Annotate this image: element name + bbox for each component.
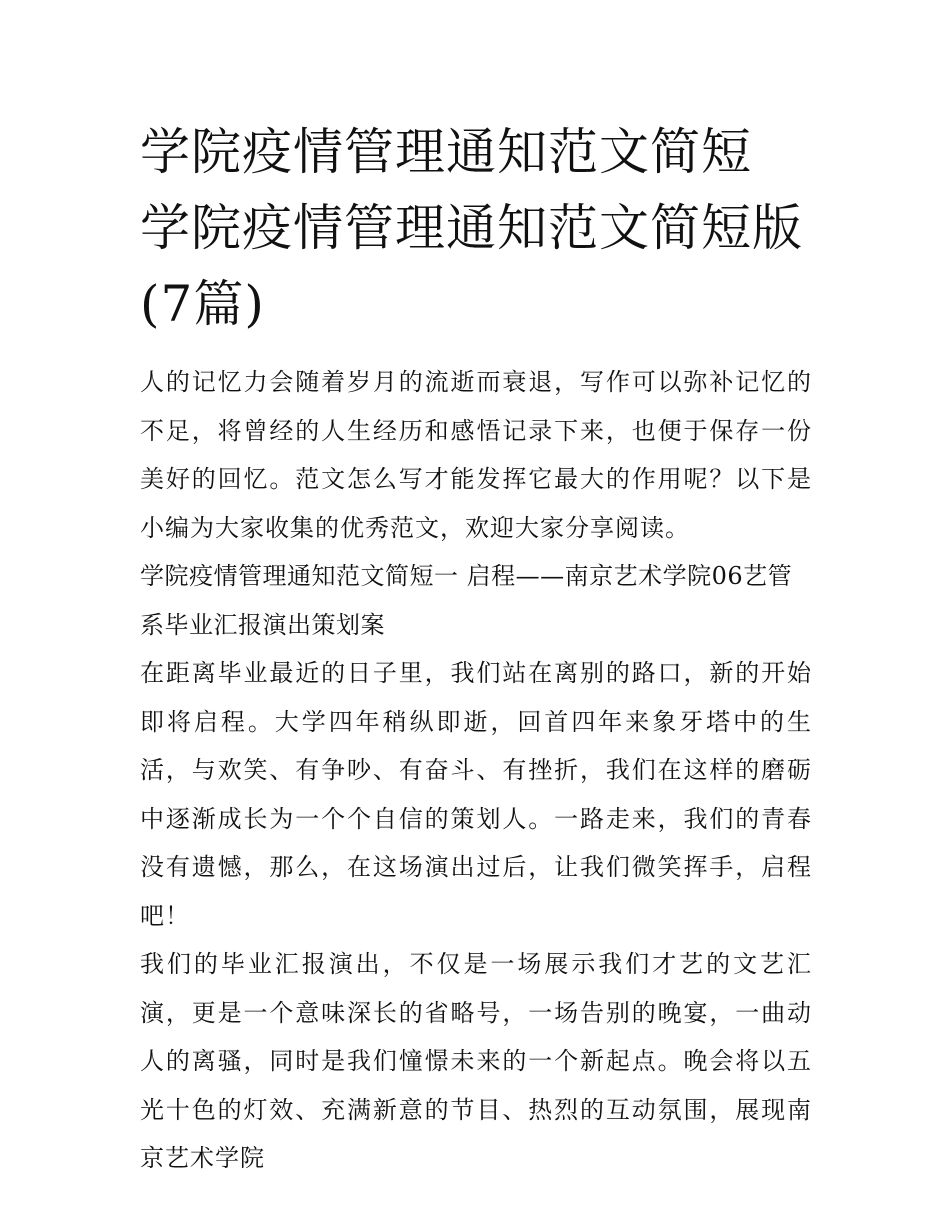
document-page [140,114,812,1183]
body-paragraph-2: 我们的毕业汇报演出，不仅是一场展示我们才艺的文艺汇演，更是一个意味深长的省略号，一场告别的晚宴，一曲动人的离骚，同时是我们憧憬未来的一个新起点。晚会将以五光十色的灯效、充满新意的节目、热烈的互动氛围，展现南京艺术学院 [140,950,812,1172]
section-heading: 学院疫情管理通知范文简短一 启程——南京艺术学院06艺管系毕业汇报演出策划案 [140,562,793,639]
document-title: 学院疫情管理通知范文简短 学院疫情管理通知范文简短版(7篇) [140,123,803,333]
body-paragraph-1: 在距离毕业最近的日子里，我们站在离别的路口，新的开始即将启程。大学四年稍纵即逝，回首四年来象牙塔中的生活，与欢笑、有争吵、有奋斗、有挫折，我们在这样的磨砺中逐渐成长为一个个自信的策划人。一路走来，我们的青春没有遗憾，那么，在这场演出过后，让我们微笑挥手，启程吧！ [140,659,812,930]
intro-paragraph: 人的记忆力会随着岁月的流逝而衰退，写作可以弥补记忆的不足，将曾经的人生经历和感悟记录下来，也便于保存一份美好的回忆。范文怎么写才能发挥它最大的作用呢？以下是小编为大家收集的优秀范文，欢迎大家分享阅读。 [140,368,812,542]
